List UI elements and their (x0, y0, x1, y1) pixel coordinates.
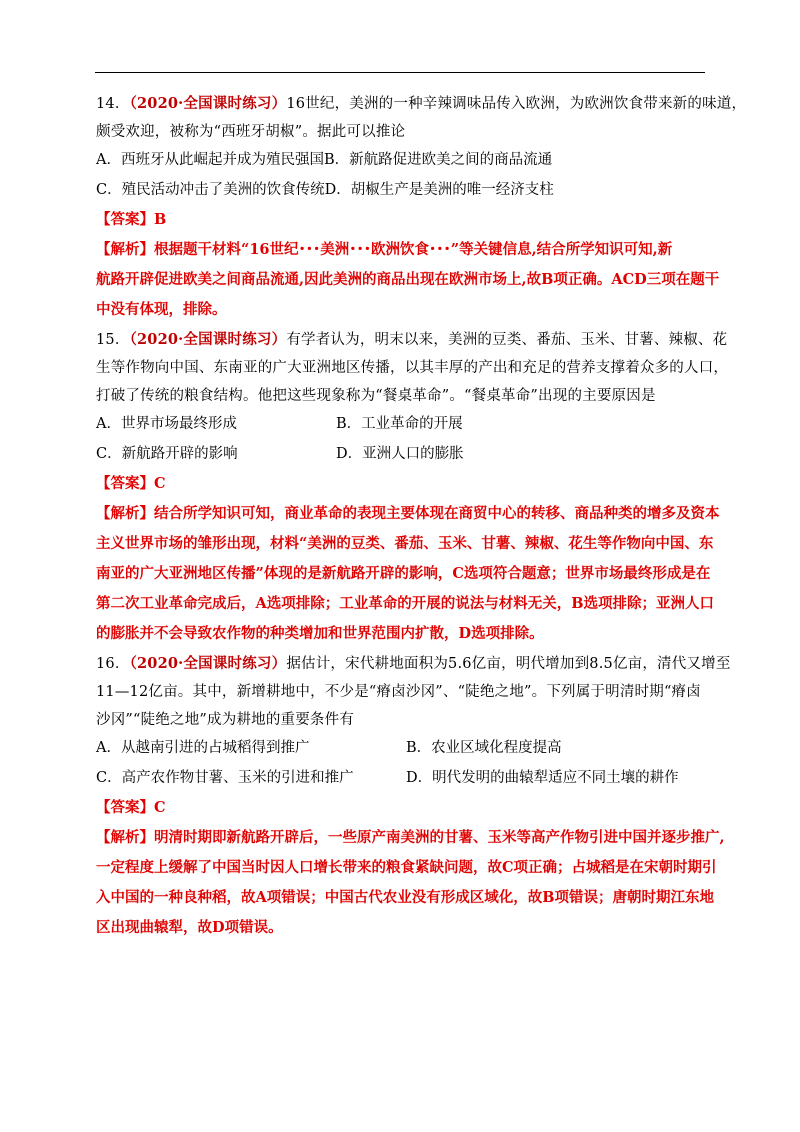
question-stem-line: 打破了传统的粮食结构。他把这些现象称为“餐桌革命”。“餐桌革命”出现的主要原因是 (96, 388, 656, 404)
question-source: （2020·全国课时练习） (129, 655, 287, 672)
question-number: 16． (96, 656, 130, 672)
option-row (96, 150, 706, 170)
question-stem-line: 11—12亿亩。其中，新增耕地中，不少是“瘠卤沙冈”、“陡绝之地”。下列属于明清时期“瘠卤 (96, 684, 701, 700)
question-stem-line: 16．（2020·全国课时练习）据估计，宋代耕地面积为5.6亿亩，明代增加到8.5亿亩，清代又增至 (96, 655, 731, 672)
analysis-line: 【解析】根据题干材料“16世纪･･･美洲･･･欧洲饮食･･･”等关键信息,结合所学知识可知,新 (96, 241, 673, 258)
option-c: C．高产农作物甘薯、玉米的引进和推广 (96, 770, 354, 786)
analysis-line: 南亚的广大亚洲地区传播”体现的是新航路开辟的影响，C选项符合题意；世界市场最终形成是在 (96, 565, 711, 582)
answer-label: 【答案】C (96, 475, 166, 492)
question-15 (96, 330, 729, 644)
analysis (96, 504, 720, 644)
option-b: B．农业区域化程度提高 (406, 740, 562, 756)
answer-label: 【答案】C (96, 799, 166, 816)
option-row (96, 444, 706, 464)
option-row (96, 414, 706, 434)
question-stem-line: 沙冈”“陡绝之地”成为耕地的重要条件有 (96, 712, 355, 728)
analysis-line: 区出现曲辕犁，故D项错误。 (96, 919, 283, 936)
analysis-line: 入中国的一种良种稻，故A项错误；中国古代农业没有形成区域化，故B项错误；唐朝时期江东地 (96, 889, 715, 906)
option-b: B．工业革命的开展 (336, 416, 463, 432)
option-row (96, 180, 706, 200)
analysis (96, 240, 720, 320)
analysis-line: 中没有体现，排除。 (96, 301, 227, 318)
option-ab: A．西班牙从此崛起并成为殖民强国B．新航路促进欧美之间的商品流通 (96, 152, 553, 168)
option-d: D．明代发明的曲辕犁适应不同土壤的耕作 (406, 770, 679, 786)
option-c: C．新航路开辟的影响 (96, 446, 238, 462)
analysis-line: 主义世界市场的雏形出现，材料“美洲的豆类、番茄、玉米、甘薯、辣椒、花生等作物向中国、东 (96, 535, 714, 552)
option-d: D．亚洲人口的膨胀 (336, 446, 464, 462)
option-row (96, 738, 706, 758)
option-cd: C．殖民活动冲击了美洲的饮食传统D．胡椒生产是美洲的唯一经济支柱 (96, 182, 554, 198)
option-row (96, 768, 706, 788)
document-body (96, 94, 747, 948)
option-a: A．从越南引进的占城稻得到推广 (96, 740, 310, 756)
question-stem-line: 生等作物向中国、东南亚的广大亚洲地区传播，以其丰厚的产出和充足的营养支撑着众多的人口， (96, 360, 729, 376)
question-16 (96, 654, 731, 938)
analysis-line: 【解析】明清时期即新航路开辟后，一些原产南美洲的甘薯、玉米等高产作物引进中国并逐步推广, (96, 829, 725, 846)
question-source: （2020·全国课时练习） (129, 331, 287, 348)
question-number: 14． (96, 96, 130, 112)
question-stem-line: 14．（2020·全国课时练习）16世纪，美洲的一种辛辣调味品传入欧洲，为欧洲饮食带来新的味道， (96, 95, 747, 112)
header-rule (95, 72, 705, 73)
question-number: 15． (96, 332, 130, 348)
analysis (96, 828, 725, 938)
option-a: A．世界市场最终形成 (96, 416, 237, 432)
question-stem-line: 15．（2020·全国课时练习）有学者认为，明末以来，美洲的豆类、番茄、玉米、甘薯、辣椒、花 (96, 331, 728, 348)
analysis-line: 的膨胀并不会导致农作物的种类增加和世界范围内扩散，D选项排除。 (96, 625, 544, 642)
analysis-line: 一定程度上缓解了中国当时因人口增长带来的粮食紧缺问题，故C项正确；占城稻是在宋朝时期引 (96, 859, 717, 876)
answer-label: 【答案】B (96, 211, 167, 228)
analysis-line: 第二次工业革命完成后，A选项排除；工业革命的开展的说法与材料无关，B选项排除；亚洲人口 (96, 595, 715, 612)
analysis-line: 【解析】结合所学知识可知，商业革命的表现主要体现在商贸中心的转移、商品种类的增多及资本 (96, 505, 720, 522)
question-stem-line: 颇受欢迎，被称为“西班牙胡椒”。据此可以推论 (96, 124, 406, 140)
question-14 (96, 94, 747, 320)
question-source: （2020·全国课时练习） (129, 95, 287, 112)
analysis-line: 航路开辟促进欧美之间商品流通,因此美洲的商品出现在欧洲市场上,故B项正确。ACD三项在题干 (96, 271, 720, 288)
